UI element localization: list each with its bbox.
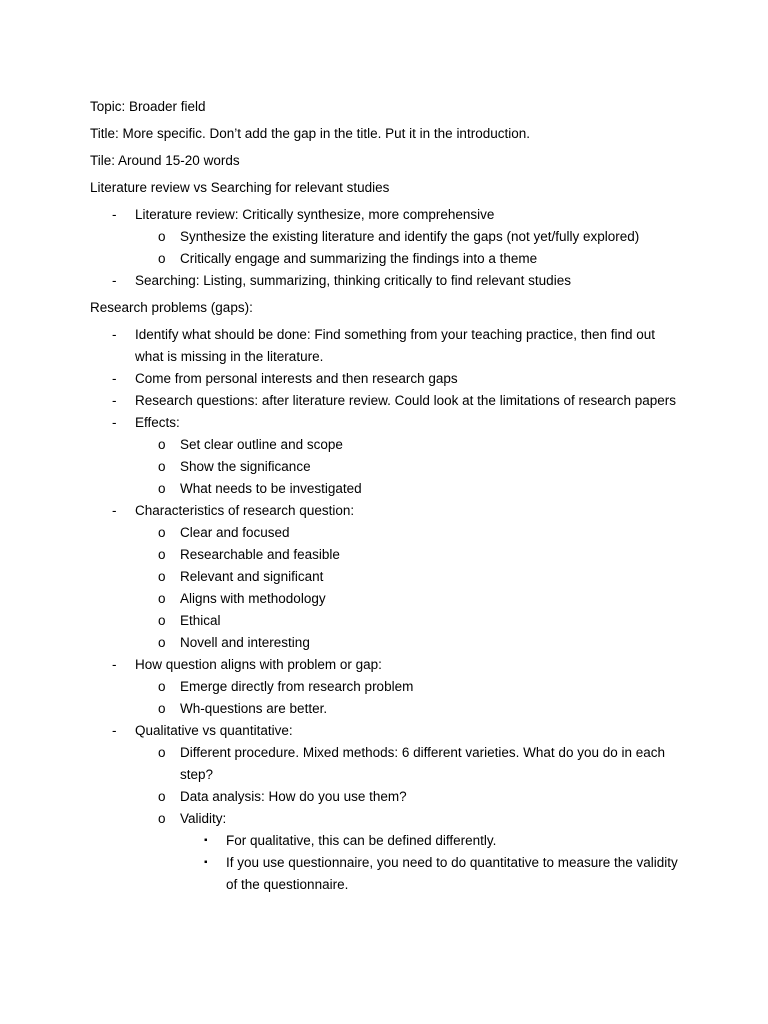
list-item [90, 390, 678, 412]
sub-sub-list-item [90, 830, 678, 852]
circle-marker: o [158, 679, 166, 694]
dash-marker: - [112, 503, 117, 518]
square-marker: ▪ [204, 835, 208, 846]
dash-marker: - [112, 371, 117, 386]
dash-marker: - [112, 207, 117, 222]
sub-item-text: Clear and focused [180, 525, 290, 540]
circle-marker: o [158, 251, 166, 266]
sub-list-item [90, 632, 678, 654]
list-item-text: Research questions: after literature review. Could look at the limitations of research papers [135, 393, 677, 408]
paragraph-topic: Topic: Broader field [90, 99, 206, 114]
sub-list-item [90, 544, 678, 566]
list-item-text: Identify what should be done: Find something from your teaching practice, then find out what is missing in the literature. [135, 327, 656, 364]
dash-marker: - [112, 393, 117, 408]
list-item [90, 324, 678, 368]
sub-list-item [90, 610, 678, 632]
paragraph-title: Title: More specific. Don’t add the gap in the title. Put it in the introduction. [90, 126, 530, 141]
dash-marker: - [112, 657, 117, 672]
sub-list-item [90, 434, 678, 456]
list-item [90, 270, 678, 292]
sub-sub-item-text: If you use questionnaire, you need to do quantitative to measure the validity of the questionnaire. [226, 855, 678, 892]
circle-marker: o [158, 811, 166, 826]
circle-marker: o [158, 613, 166, 628]
sub-item-text: Different procedure. Mixed methods: 6 different varieties. What do you do in each step? [180, 745, 666, 782]
circle-marker: o [158, 789, 166, 804]
sub-item-text: Aligns with methodology [180, 591, 326, 606]
sub-list-item [90, 742, 678, 786]
circle-marker: o [158, 437, 166, 452]
circle-marker: o [158, 459, 166, 474]
sub-item-text: What needs to be investigated [180, 481, 362, 496]
sub-list-item [90, 522, 678, 544]
square-marker: ▪ [204, 857, 208, 868]
circle-marker: o [158, 635, 166, 650]
sub-item-text: Show the significance [180, 459, 311, 474]
literature-list [90, 204, 678, 292]
sub-list-item [90, 566, 678, 588]
sub-list-item [90, 456, 678, 478]
sub-item-text: Critically engage and summarizing the findings into a theme [180, 251, 538, 266]
sub-item-text: Relevant and significant [180, 569, 324, 584]
sub-item-text: Emerge directly from research problem [180, 679, 414, 694]
sub-list-item [90, 248, 678, 270]
circle-marker: o [158, 591, 166, 606]
sub-list-item [90, 226, 678, 248]
list-item-text: Literature review: Critically synthesize, more comprehensive [135, 207, 495, 222]
sub-list-item [90, 786, 678, 808]
circle-marker: o [158, 481, 166, 496]
paragraph-literature-vs-searching: Literature review vs Searching for relevant studies [90, 180, 390, 195]
dash-marker: - [112, 723, 117, 738]
list-item [90, 368, 678, 390]
heading-research-problems: Research problems (gaps): [90, 300, 253, 315]
list-item [90, 720, 678, 742]
sub-item-text: Wh-questions are better. [180, 701, 328, 716]
sub-sub-item-text: For qualitative, this can be defined differently. [226, 833, 497, 848]
sub-list-item [90, 478, 678, 500]
sub-item-text: Data analysis: How do you use them? [180, 789, 407, 804]
circle-marker: o [158, 229, 166, 244]
list-item-text: Qualitative vs quantitative: [135, 723, 293, 738]
circle-marker: o [158, 701, 166, 716]
sub-list-item [90, 808, 678, 830]
list-item [90, 500, 678, 522]
sub-item-text: Validity: [180, 811, 227, 826]
circle-marker: o [158, 745, 166, 760]
sub-list-item [90, 698, 678, 720]
list-item [90, 654, 678, 676]
circle-marker: o [158, 569, 166, 584]
sub-list-item [90, 588, 678, 610]
paragraph-tile: Tile: Around 15-20 words [90, 153, 240, 168]
list-item-text: Searching: Listing, summarizing, thinking critically to find relevant studies [135, 273, 571, 288]
sub-item-text: Novell and interesting [180, 635, 310, 650]
circle-marker: o [158, 547, 166, 562]
list-item-text: Effects: [135, 415, 180, 430]
list-item-text: Come from personal interests and then research gaps [135, 371, 458, 386]
sub-item-text: Synthesize the existing literature and identify the gaps (not yet/fully explored) [180, 229, 640, 244]
sub-item-text: Researchable and feasible [180, 547, 340, 562]
list-item-text: Characteristics of research question: [135, 503, 355, 518]
sub-item-text: Ethical [180, 613, 221, 628]
list-item-text: How question aligns with problem or gap: [135, 657, 382, 672]
dash-marker: - [112, 273, 117, 288]
sub-item-text: Set clear outline and scope [180, 437, 343, 452]
research-problems-list [90, 324, 678, 896]
circle-marker: o [158, 525, 166, 540]
list-item [90, 204, 678, 226]
list-item [90, 412, 678, 434]
dash-marker: - [112, 327, 117, 342]
sub-list-item [90, 676, 678, 698]
sub-sub-list-item [90, 852, 678, 896]
dash-marker: - [112, 415, 117, 430]
